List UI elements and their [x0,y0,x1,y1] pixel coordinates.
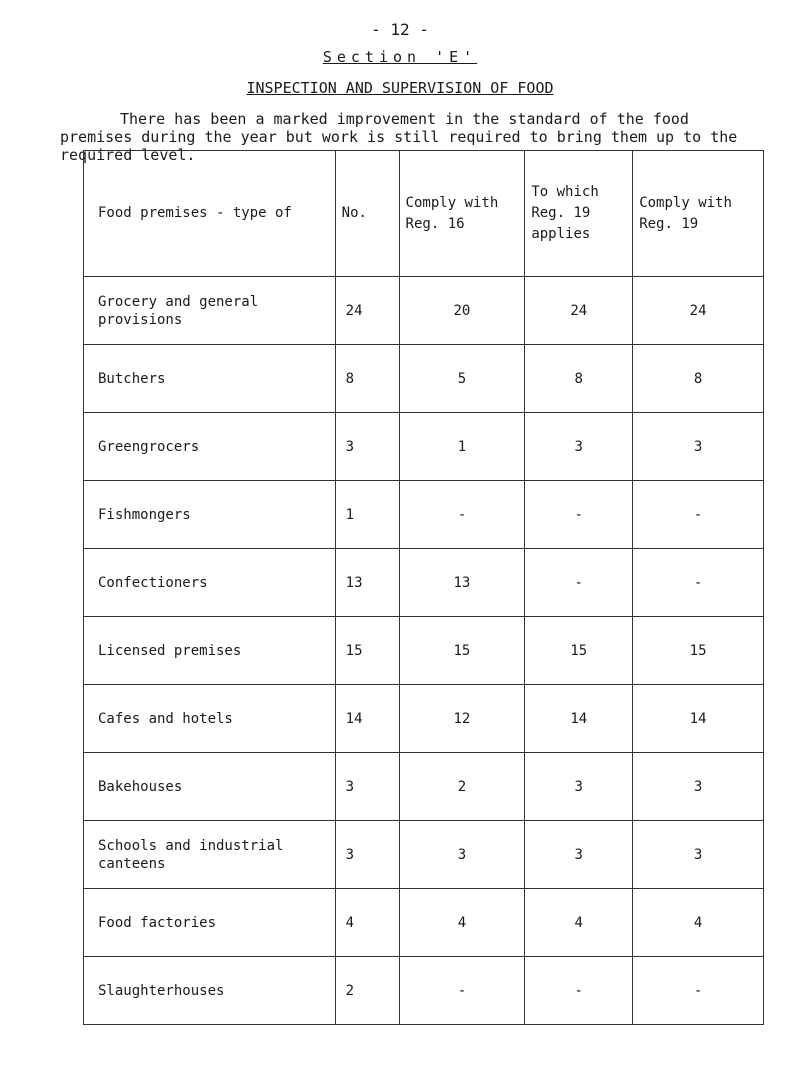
header-reg-19-applies: To which Reg. 19 applies [525,151,633,277]
premises-type-cell: Cafes and hotels [84,685,336,753]
table-row [84,753,764,821]
table-row [84,413,764,481]
comply-reg-16-cell: - [399,957,525,1025]
premises-type-cell: Schools and industrial canteens [84,821,336,889]
table-row [84,481,764,549]
number-cell: 3 [335,753,399,821]
header-comply-reg-19: Comply with Reg. 19 [633,151,764,277]
table-row [84,821,764,889]
header-number: No. [335,151,399,277]
comply-reg-19-cell: - [633,957,764,1025]
number-cell: 13 [335,549,399,617]
comply-reg-16-cell: 2 [399,753,525,821]
table-row [84,685,764,753]
comply-reg-16-cell: 3 [399,821,525,889]
premises-type-cell: Slaughterhouses [84,957,336,1025]
reg-19-applies-cell: 4 [525,889,633,957]
premises-type-cell: Grocery and general provisions [84,277,336,345]
reg-19-applies-cell: - [525,481,633,549]
reg-19-applies-cell: 24 [525,277,633,345]
number-cell: 1 [335,481,399,549]
number-cell: 3 [335,821,399,889]
number-cell: 2 [335,957,399,1025]
reg-19-applies-cell: 3 [525,413,633,481]
comply-reg-19-cell: 3 [633,753,764,821]
comply-reg-19-cell: 24 [633,277,764,345]
number-cell: 14 [335,685,399,753]
premises-type-cell: Bakehouses [84,753,336,821]
header-comply-reg-16: Comply with Reg. 16 [399,151,525,277]
heading [0,79,800,97]
food-premises-table [83,150,764,1025]
comply-reg-19-cell: 3 [633,821,764,889]
comply-reg-16-cell: 15 [399,617,525,685]
table-row [84,957,764,1025]
table-row [84,277,764,345]
number-cell: 24 [335,277,399,345]
comply-reg-19-cell: 3 [633,413,764,481]
section-title [0,48,800,66]
number-cell: 3 [335,413,399,481]
comply-reg-16-cell: - [399,481,525,549]
comply-reg-16-cell: 4 [399,889,525,957]
intro-text: There has been a marked improvement in the standard of the food premises during the year but work is still required to bring them up to the required level. [60,110,738,164]
premises-type-cell: Licensed premises [84,617,336,685]
header-premises-type: Food premises - type of [84,151,336,277]
table-row [84,889,764,957]
comply-reg-16-cell: 12 [399,685,525,753]
premises-type-cell: Butchers [84,345,336,413]
comply-reg-16-cell: 1 [399,413,525,481]
table-row [84,617,764,685]
number-cell: 15 [335,617,399,685]
reg-19-applies-cell: 15 [525,617,633,685]
page-number: - 12 - [371,20,429,39]
reg-19-applies-cell: - [525,549,633,617]
comply-reg-19-cell: - [633,481,764,549]
table-body [84,277,764,1025]
table-header-row [84,151,764,277]
comply-reg-16-cell: 5 [399,345,525,413]
section-title-text: Section 'E' [322,48,478,66]
comply-reg-19-cell: 14 [633,685,764,753]
reg-19-applies-cell: 14 [525,685,633,753]
table-row [84,549,764,617]
table-row [84,345,764,413]
comply-reg-16-cell: 20 [399,277,525,345]
heading-text: INSPECTION AND SUPERVISION OF FOOD [246,79,554,97]
comply-reg-19-cell: 8 [633,345,764,413]
reg-19-applies-cell: 3 [525,753,633,821]
premises-type-cell: Fishmongers [84,481,336,549]
comply-reg-16-cell: 13 [399,549,525,617]
number-cell: 8 [335,345,399,413]
comply-reg-19-cell: - [633,549,764,617]
number-cell: 4 [335,889,399,957]
reg-19-applies-cell: - [525,957,633,1025]
reg-19-applies-cell: 8 [525,345,633,413]
reg-19-applies-cell: 3 [525,821,633,889]
comply-reg-19-cell: 4 [633,889,764,957]
comply-reg-19-cell: 15 [633,617,764,685]
premises-type-cell: Confectioners [84,549,336,617]
premises-type-cell: Greengrocers [84,413,336,481]
premises-type-cell: Food factories [84,889,336,957]
